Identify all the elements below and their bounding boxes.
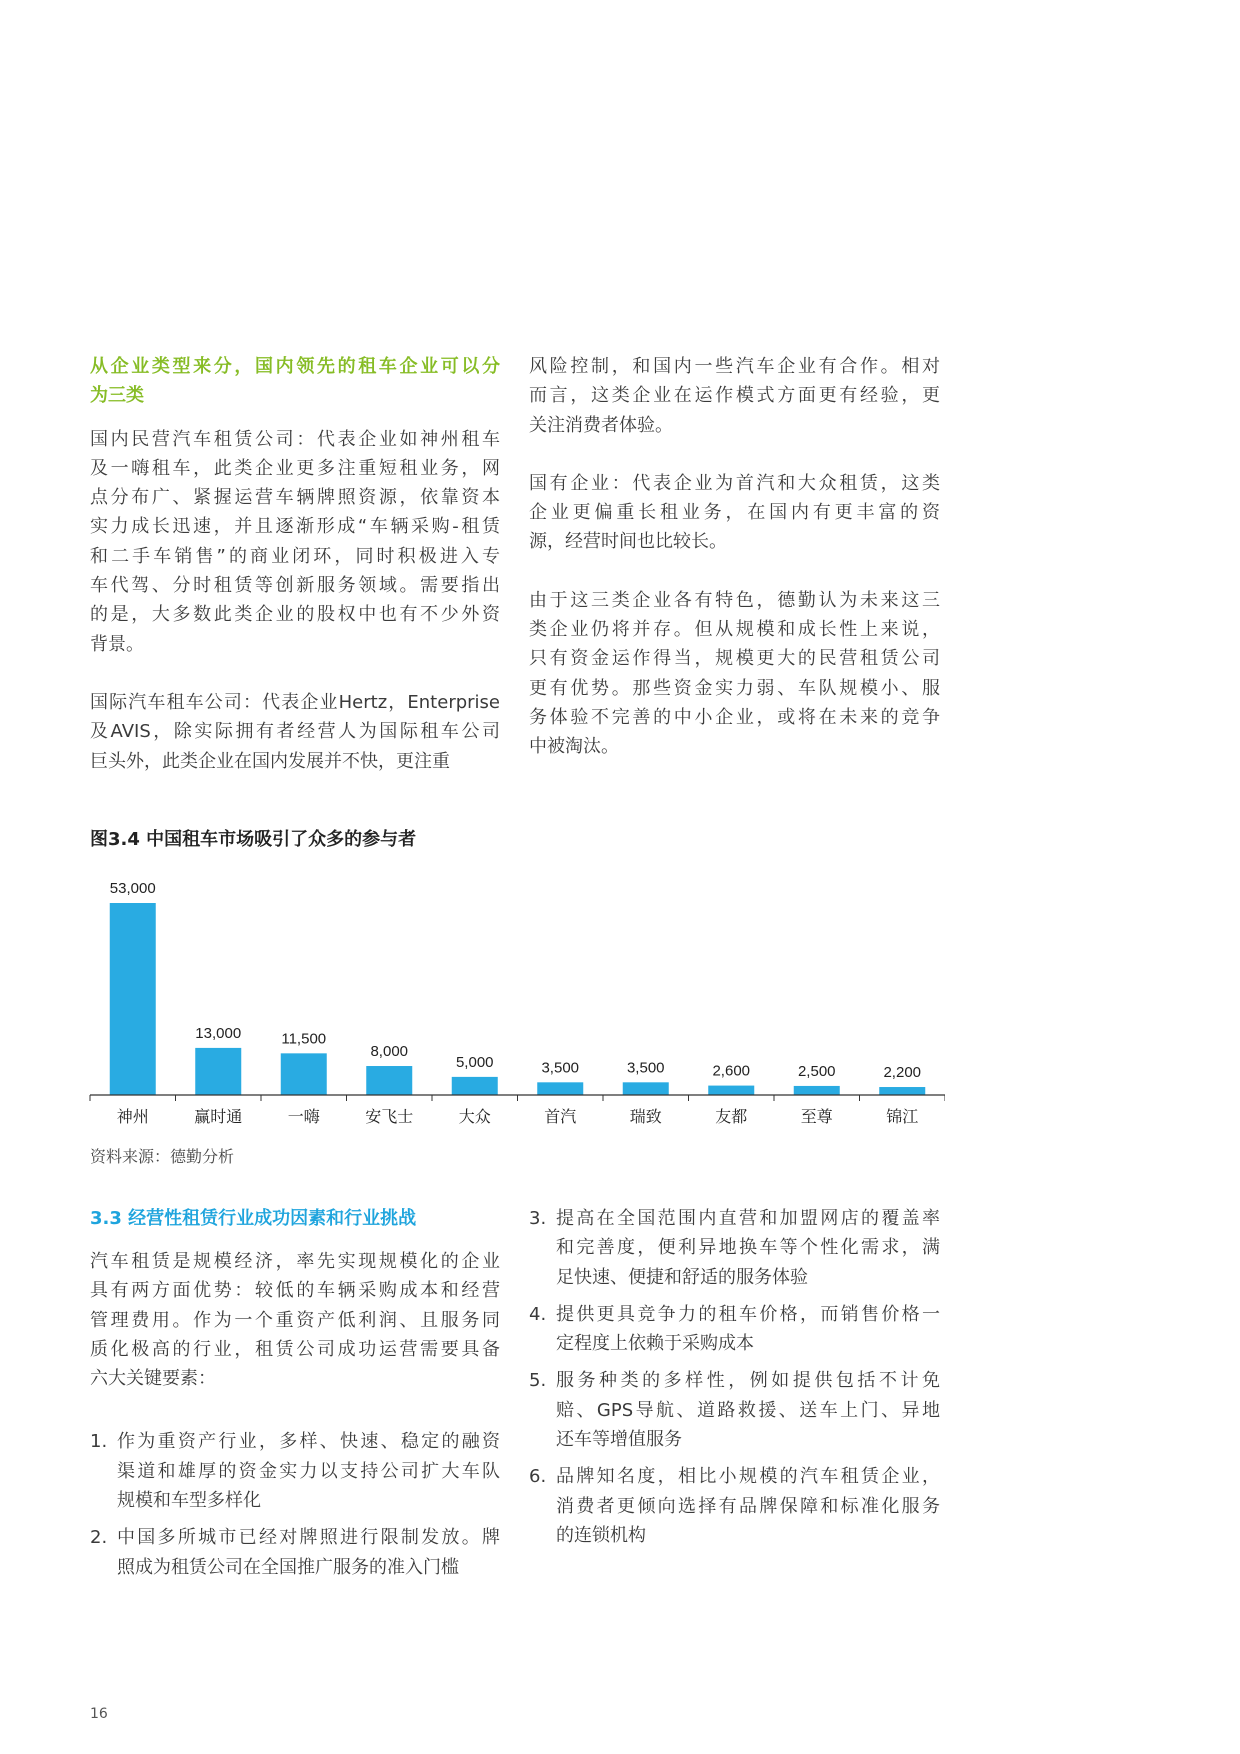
text-line: 源，经营时间也比较长。 bbox=[529, 531, 727, 553]
bar-value-label: 13,000 bbox=[195, 1024, 242, 1042]
bar-value-label: 2,500 bbox=[797, 1062, 836, 1080]
text-line: 渠道和雄厚的资金实力以支持公司扩大车队 bbox=[117, 1460, 500, 1482]
text-line: 提供更具竞争力的租车价格，而销售价格一 bbox=[556, 1303, 940, 1325]
text-line: 为三类 bbox=[90, 385, 144, 407]
bar bbox=[366, 1066, 412, 1095]
text-line: 风险控制，和国内一些汽车企业有合作。相对 bbox=[529, 356, 940, 377]
text-line: 的是，大多数此类企业的股权中也有不少外资 bbox=[90, 604, 500, 626]
text-line: 而言，这类企业在运作模式方面更有经验，更 bbox=[529, 385, 940, 407]
x-tick-label: 大众 bbox=[458, 1107, 491, 1126]
x-tick-label: 瑞致 bbox=[629, 1107, 662, 1126]
text-line: 提高在全国范围内直营和加盟网店的覆盖率 bbox=[556, 1208, 940, 1229]
text-line: 务体验不完善的中小企业，或将在未来的竞争 bbox=[529, 706, 940, 728]
text-line: 质化极高的行业，租赁公司成功运营需要具备 bbox=[90, 1338, 500, 1360]
text-line: 定程度上依赖于采购成本 bbox=[556, 1333, 754, 1355]
paragraph bbox=[529, 586, 940, 762]
text-line: 和完善度，便利异地换车等个性化需求，满 bbox=[556, 1237, 940, 1259]
text-line: 中被淘汰。 bbox=[529, 736, 619, 758]
text-line: 足快速、便捷和舒适的服务体验 bbox=[556, 1266, 808, 1288]
text-line: 和二手车销售”的商业闭环，同时积极进入专 bbox=[90, 545, 500, 567]
text-line: 六大关键要素： bbox=[90, 1368, 216, 1390]
text-line: 背景。 bbox=[90, 633, 144, 655]
bar bbox=[195, 1048, 241, 1095]
bar-chart bbox=[85, 860, 945, 1140]
x-tick-label: 神州 bbox=[116, 1107, 149, 1126]
left-column-top bbox=[90, 352, 500, 805]
bar-value-label: 11,500 bbox=[281, 1030, 327, 1048]
text-line: 的连锁机构 bbox=[556, 1524, 646, 1546]
page-number: 16 bbox=[90, 1706, 108, 1722]
right-column-bottom bbox=[529, 1204, 940, 1558]
chart-source: 资料来源：德勤分析 bbox=[90, 1147, 235, 1166]
text-line: 类企业仍将并存。但从规模和成长性上来说， bbox=[529, 619, 940, 641]
bar-value-label: 2,600 bbox=[712, 1062, 751, 1080]
list-number: 3. bbox=[529, 1208, 547, 1229]
bar bbox=[623, 1082, 669, 1095]
list-item bbox=[90, 1427, 500, 1515]
text-line: 从企业类型来分，国内领先的租车企业可以分 bbox=[90, 356, 500, 377]
bar bbox=[110, 903, 156, 1095]
text-line: 具有两方面优势：较低的车辆采购成本和经营 bbox=[90, 1280, 500, 1302]
list-number: 6. bbox=[529, 1466, 547, 1488]
list-item bbox=[529, 1300, 940, 1359]
text-line: 照成为租赁公司在全国推广服务的准入门槛 bbox=[117, 1556, 459, 1578]
bar bbox=[879, 1087, 925, 1095]
x-tick-label: 至尊 bbox=[800, 1107, 833, 1126]
text-line: 实力成长迅速，并且逐渐形成“车辆采购-租赁 bbox=[90, 516, 500, 538]
text-line: 赔、GPS导航、道路救援、送车上门、异地 bbox=[556, 1399, 940, 1421]
list-number: 5. bbox=[529, 1370, 547, 1392]
text-line: 管理费用。作为一个重资产低利润、且服务同 bbox=[90, 1309, 500, 1331]
text-line: 国际汽车租车公司：代表企业Hertz，Enterprise bbox=[90, 691, 500, 713]
bar bbox=[452, 1077, 498, 1095]
text-line: 巨头外，此类企业在国内发展并不快，更注重 bbox=[90, 750, 450, 772]
bar bbox=[794, 1086, 840, 1095]
bar-value-label: 8,000 bbox=[370, 1043, 409, 1061]
x-tick-label: 安飞士 bbox=[365, 1107, 414, 1126]
list-item bbox=[90, 1523, 500, 1582]
list-item bbox=[529, 1366, 940, 1454]
text-line: 及AVIS，除实际拥有者经营人为国际租车公司 bbox=[90, 721, 500, 743]
text-line: 由于这三类企业各有特色，德勤认为未来这三 bbox=[529, 589, 940, 611]
x-tick-label: 赢时通 bbox=[194, 1107, 243, 1126]
text-line: 国内民营汽车租赁公司：代表企业如神州租车 bbox=[90, 428, 500, 450]
x-tick-label: 锦江 bbox=[886, 1107, 919, 1126]
text-line: 中国多所城市已经对牌照进行限制发放。牌 bbox=[117, 1527, 500, 1549]
list-number: 4. bbox=[529, 1303, 547, 1325]
text-line: 服务种类的多样性，例如提供包括不计免 bbox=[556, 1370, 940, 1392]
bar-value-label: 3,500 bbox=[541, 1059, 580, 1077]
bar-value-label: 5,000 bbox=[455, 1053, 494, 1071]
bar-value-label: 53,000 bbox=[109, 880, 156, 897]
text-line: 消费者更倾向选择有品牌保障和标准化服务 bbox=[556, 1495, 940, 1517]
text-line: 关注消费者体验。 bbox=[529, 414, 673, 436]
text-line: 汽车租赁是规模经济，率先实现规模化的企业 bbox=[90, 1251, 500, 1272]
text-line: 点分布广、紧握运营车辆牌照资源，依靠资本 bbox=[90, 487, 500, 509]
list-item bbox=[529, 1204, 940, 1292]
bar bbox=[708, 1086, 754, 1095]
paragraph bbox=[529, 469, 940, 557]
bar-value-label: 2,200 bbox=[883, 1064, 922, 1082]
text-line: 更有优势。那些资金实力弱、车队规模小、服 bbox=[529, 677, 940, 699]
bar bbox=[537, 1082, 583, 1095]
text-line: 品牌知名度，相比小规模的汽车租赁企业， bbox=[556, 1466, 940, 1488]
chart-title: 图3.4 中国租车市场吸引了众多的参与者 bbox=[90, 829, 417, 850]
bar-value-label: 3,500 bbox=[626, 1059, 665, 1077]
paragraph bbox=[529, 352, 940, 440]
text-line: 及一嗨租车，此类企业更多注重短租业务，网 bbox=[90, 457, 500, 479]
text-line: 只有资金运作得当，规模更大的民营租赁公司 bbox=[529, 648, 940, 670]
text-line: 还车等增值服务 bbox=[556, 1429, 682, 1451]
x-tick-label: 首汽 bbox=[544, 1107, 577, 1126]
text-line: 国有企业：代表企业为首汽和大众租赁，这类 bbox=[529, 472, 940, 494]
text-line: 规模和车型多样化 bbox=[117, 1490, 261, 1512]
section-heading-green bbox=[90, 352, 500, 411]
text-line: 车代驾、分时租赁等创新服务领域。需要指出 bbox=[90, 575, 500, 597]
paragraph bbox=[90, 425, 500, 659]
x-tick-label: 一嗨 bbox=[287, 1107, 320, 1126]
list-item bbox=[529, 1462, 940, 1550]
paragraph bbox=[90, 688, 500, 776]
right-column-top bbox=[529, 352, 940, 791]
section-heading: 3.3 经营性租赁行业成功因素和行业挑战 bbox=[90, 1208, 417, 1229]
text-line: 作为重资产行业，多样、快速、稳定的融资 bbox=[117, 1431, 500, 1453]
list-number: 1. bbox=[90, 1431, 108, 1453]
list-number: 2. bbox=[90, 1527, 108, 1549]
x-tick-label: 友都 bbox=[715, 1107, 748, 1126]
text-line: 企业更偏重长租业务，在国内有更丰富的资 bbox=[529, 502, 940, 524]
bar bbox=[281, 1053, 327, 1095]
left-column-bottom bbox=[90, 1204, 500, 1590]
